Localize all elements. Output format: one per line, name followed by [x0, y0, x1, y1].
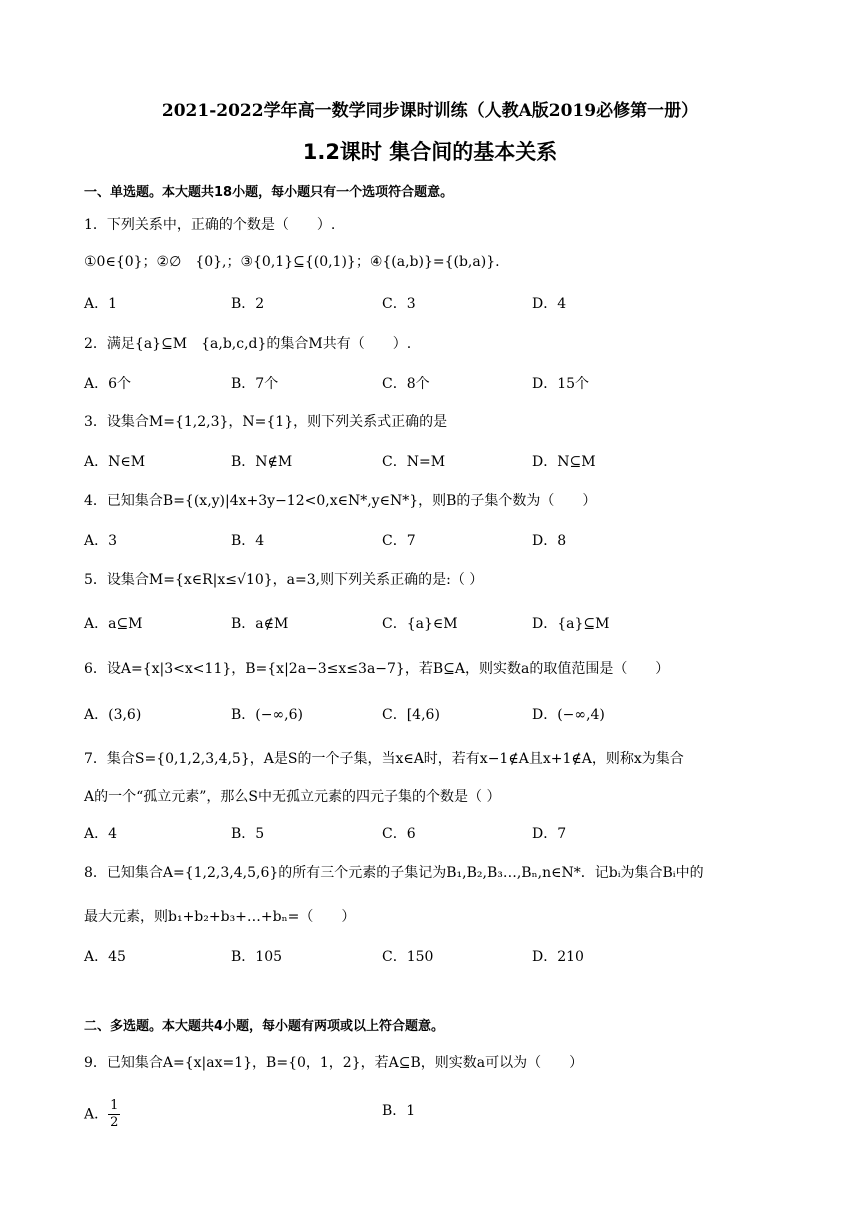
q7-stem: 7．集合S={0,1,2,3,4,5}，A是S的一个子集，当x∈A时，若有x−1∉A且x+1∉A，则称x为集合	[84, 751, 684, 767]
q3-stem: 3．设集合M={1,2,3}，N={1}，则下列关系式正确的是	[84, 414, 448, 430]
q3-option-a: A．N∈M	[84, 454, 146, 470]
q8-option-b: B．105	[231, 949, 283, 965]
q4-option-c: C．7	[382, 533, 416, 549]
q8-option-c: C．150	[382, 949, 434, 965]
section-multiple-choice: 二、多选题。本大题共4小题，每小题有两项或以上符合题意。	[84, 1019, 445, 1034]
q1-stem: 1．下列关系中，正确的个数是（ ）.	[84, 217, 336, 233]
q1-options	[84, 293, 804, 317]
q1-option-c: C．3	[382, 296, 416, 312]
q7-option-b: B．5	[231, 826, 265, 842]
q1-formula: ①0∈{0}；②∅ {0},；③{0,1}⊆{(0,1)}；④{(a,b)}={(b,a)}.	[84, 254, 500, 270]
q9-option-a-label: A．	[84, 1106, 109, 1123]
q4-option-b: B．4	[231, 533, 265, 549]
q4-stem: 4．已知集合B={(x,y)|4x+3y−12<0,x∈N*,y∈N*}，则B的子集个数为（ ）	[84, 493, 597, 509]
q7-stem-continued: A的一个“孤立元素”，那么S中无孤立元素的四元子集的个数是（ ）	[84, 789, 501, 805]
q1-option-d: D．4	[532, 296, 567, 312]
q9-option-a	[84, 1098, 120, 1131]
q2-stem: 2．满足{a}⊆M {a,b,c,d}的集合M共有（ ）.	[84, 336, 412, 352]
q6-option-c: C．[4,6)	[382, 707, 440, 723]
q5-option-c: C．{a}∈M	[382, 616, 458, 632]
q9-option-a-fraction	[108, 1098, 120, 1131]
q4-option-a: A．3	[84, 533, 118, 549]
q4-option-d: D．8	[532, 533, 567, 549]
q8-option-d: D．210	[532, 949, 584, 965]
q8-stem: 8．已知集合A={1,2,3,4,5,6}的所有三个元素的子集记为B₁,B₂,B₃…,Bₙ,n∈N*．记bᵢ为集合Bᵢ中的	[84, 865, 704, 881]
q6-option-a: A．(3,6)	[84, 707, 142, 723]
q7-options	[84, 823, 804, 847]
q7-option-d: D．7	[532, 826, 567, 842]
q2-options	[84, 373, 804, 397]
q3-options	[84, 451, 804, 475]
q6-option-b: B．(−∞,6)	[231, 707, 303, 723]
q8-options	[84, 946, 804, 970]
q5-stem: 5．设集合M={x∈R|x≤√10}，a=3,则下列关系正确的是:（ ）	[84, 572, 484, 588]
q2-option-a: A．6个	[84, 376, 132, 392]
q2-option-c: C．8个	[382, 376, 430, 392]
q4-options	[84, 530, 804, 554]
q2-option-d: D．15个	[532, 376, 590, 392]
q5-option-d: D．{a}⊆M	[532, 616, 610, 632]
section-single-choice: 一、单选题。本大题共18小题，每小题只有一个选项符合题意。	[84, 185, 454, 200]
q6-stem: 6．设A={x|3<x<11}，B={x|2a−3≤x≤3a−7}，若B⊆A，则实数a的取值范围是（ ）	[84, 661, 670, 677]
q2-option-b: B．7个	[231, 376, 279, 392]
lesson-title: 1.2课时 集合间的基本关系	[302, 140, 558, 164]
q7-option-a: A．4	[84, 826, 118, 842]
q5-options	[84, 613, 804, 637]
q9-options	[84, 1090, 804, 1130]
q3-option-d: D．N⊆M	[532, 454, 596, 470]
q9-stem: 9．已知集合A={x|ax=1}，B={0，1，2}，若A⊆B，则实数a可以为（ ）	[84, 1055, 584, 1071]
q5-option-a: A．a⊆M	[84, 616, 143, 632]
q8-option-a: A．45	[84, 949, 126, 965]
q7-option-c: C．6	[382, 826, 416, 842]
q1-option-a: A．1	[84, 296, 118, 312]
q6-options	[84, 704, 804, 728]
q8-stem-continued: 最大元素，则b₁+b₂+b₃+…+bₙ=（ ）	[84, 909, 356, 925]
fraction-numerator: 1	[110, 1098, 119, 1113]
q5-option-b: B．a∉M	[231, 616, 289, 632]
q6-option-d: D．(−∞,4)	[532, 707, 605, 723]
document-title: 2021-2022学年高一数学同步课时训练（人教A版2019必修第一册）	[161, 101, 699, 121]
q1-option-b: B．2	[231, 296, 265, 312]
q3-option-c: C．N=M	[382, 454, 446, 470]
q3-option-b: B．N∉M	[231, 454, 293, 470]
q9-option-b: B．1	[382, 1103, 416, 1119]
fraction-denominator: 2	[110, 1115, 119, 1130]
